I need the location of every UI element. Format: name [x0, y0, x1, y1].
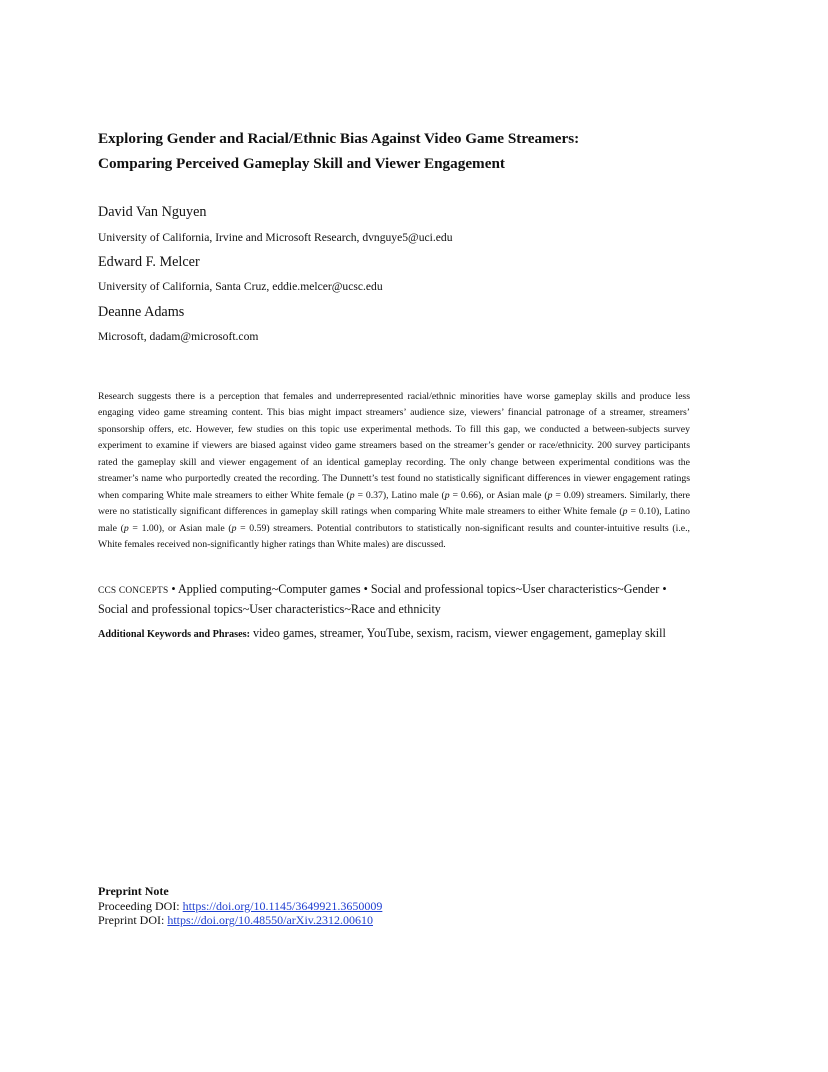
paper-title	[98, 126, 738, 176]
abstract-text: = 0.10), Latino male (	[98, 506, 690, 534]
author-name: Deanne Adams	[98, 304, 185, 320]
preprint-note	[98, 884, 598, 928]
keywords-text: video games, streamer, YouTube, sexism, racism, viewer engagement, gameplay skill	[249, 626, 666, 640]
p-symbol: p	[123, 522, 129, 534]
p-symbol: p	[622, 506, 628, 518]
ccs-label: CCS CONCEPTS	[98, 586, 169, 596]
preprint-doi-label: Preprint DOI:	[98, 913, 168, 927]
p-symbol: p	[231, 522, 237, 534]
proceeding-doi-link[interactable]: https://doi.org/10.1145/3649921.3650009	[182, 898, 383, 913]
author-affiliation: University of California, Irvine and Microsoft Research, dvnguye5@uci.edu	[98, 231, 453, 244]
author-affiliation: University of California, Santa Cruz, eddie.melcer@ucsc.edu	[98, 280, 383, 293]
proceeding-doi-label: Proceeding DOI:	[98, 898, 183, 913]
preprint-doi-link[interactable]: https://doi.org/10.48550/arXiv.2312.00610	[167, 913, 373, 927]
preprint-doi-line	[98, 913, 598, 928]
abstract-text: = 0.37), Latino male (	[354, 489, 445, 501]
ccs-text: • Applied computing~Computer games • Social and professional topics~User characteristics~Gender • Social and professional topics~User characteristics~Race and ethnicity	[98, 582, 667, 616]
ccs-concepts	[98, 580, 698, 618]
author-name: David Van Nguyen	[98, 204, 207, 220]
abstract-text: = 0.09) streamers. Similarly, there were no statistically significant differences in gameplay skill ratings when comparing White male streamers to either White female (	[98, 489, 690, 518]
p-symbol: p	[547, 489, 553, 501]
p-symbol: p	[349, 489, 355, 501]
preprint-note-heading: Preprint Note	[98, 884, 169, 898]
abstract-text: = 0.66), or Asian male (	[449, 489, 548, 501]
title-line-2: Comparing Perceived Gameplay Skill and Viewer Engagement	[98, 155, 505, 172]
author-name: Edward F. Melcer	[98, 254, 200, 270]
title-line-1: Exploring Gender and Racial/Ethnic Bias Against Video Game Streamers:	[98, 130, 580, 147]
abstract-text: = 1.00), or Asian male (	[128, 522, 232, 534]
keywords-label: Additional Keywords and Phrases:	[98, 629, 250, 640]
abstract	[98, 389, 690, 554]
keywords	[98, 625, 738, 643]
proceeding-doi-line	[98, 899, 598, 914]
author-affiliation: Microsoft, dadam@microsoft.com	[98, 330, 259, 343]
abstract-text: Research suggests there is a perception that females and underrepresented racial/ethnic minorities have worse gameplay skills and produce less engaging video game streaming content. This bias might impact streamers’ audience size, viewers’ financial patronage of a streamer, streamers’ sponsorship offers, etc. However, few studies on this topic use experimental methods. To fill this gap, we conducted a between-subjects survey experiment to examine if viewers are biased against video game streamers based on the streamer’s gender or race/ethnicity. 200 survey participants rated the gameplay skill and viewer engagement of an identical gameplay recording. The only change between experimental conditions was the streamer’s name who purportedly created the recording. The Dunnett’s test found no statistically significant differences in viewer engagement ratings when comparing White male streamers to either White female (	[98, 391, 690, 501]
p-symbol: p	[444, 489, 450, 501]
abstract-text: = 0.59) streamers. Potential contributors to statistically non-significant results and counter-intuitive results (i.e., White females received non-significantly higher ratings than White males) are discussed.	[98, 522, 690, 551]
